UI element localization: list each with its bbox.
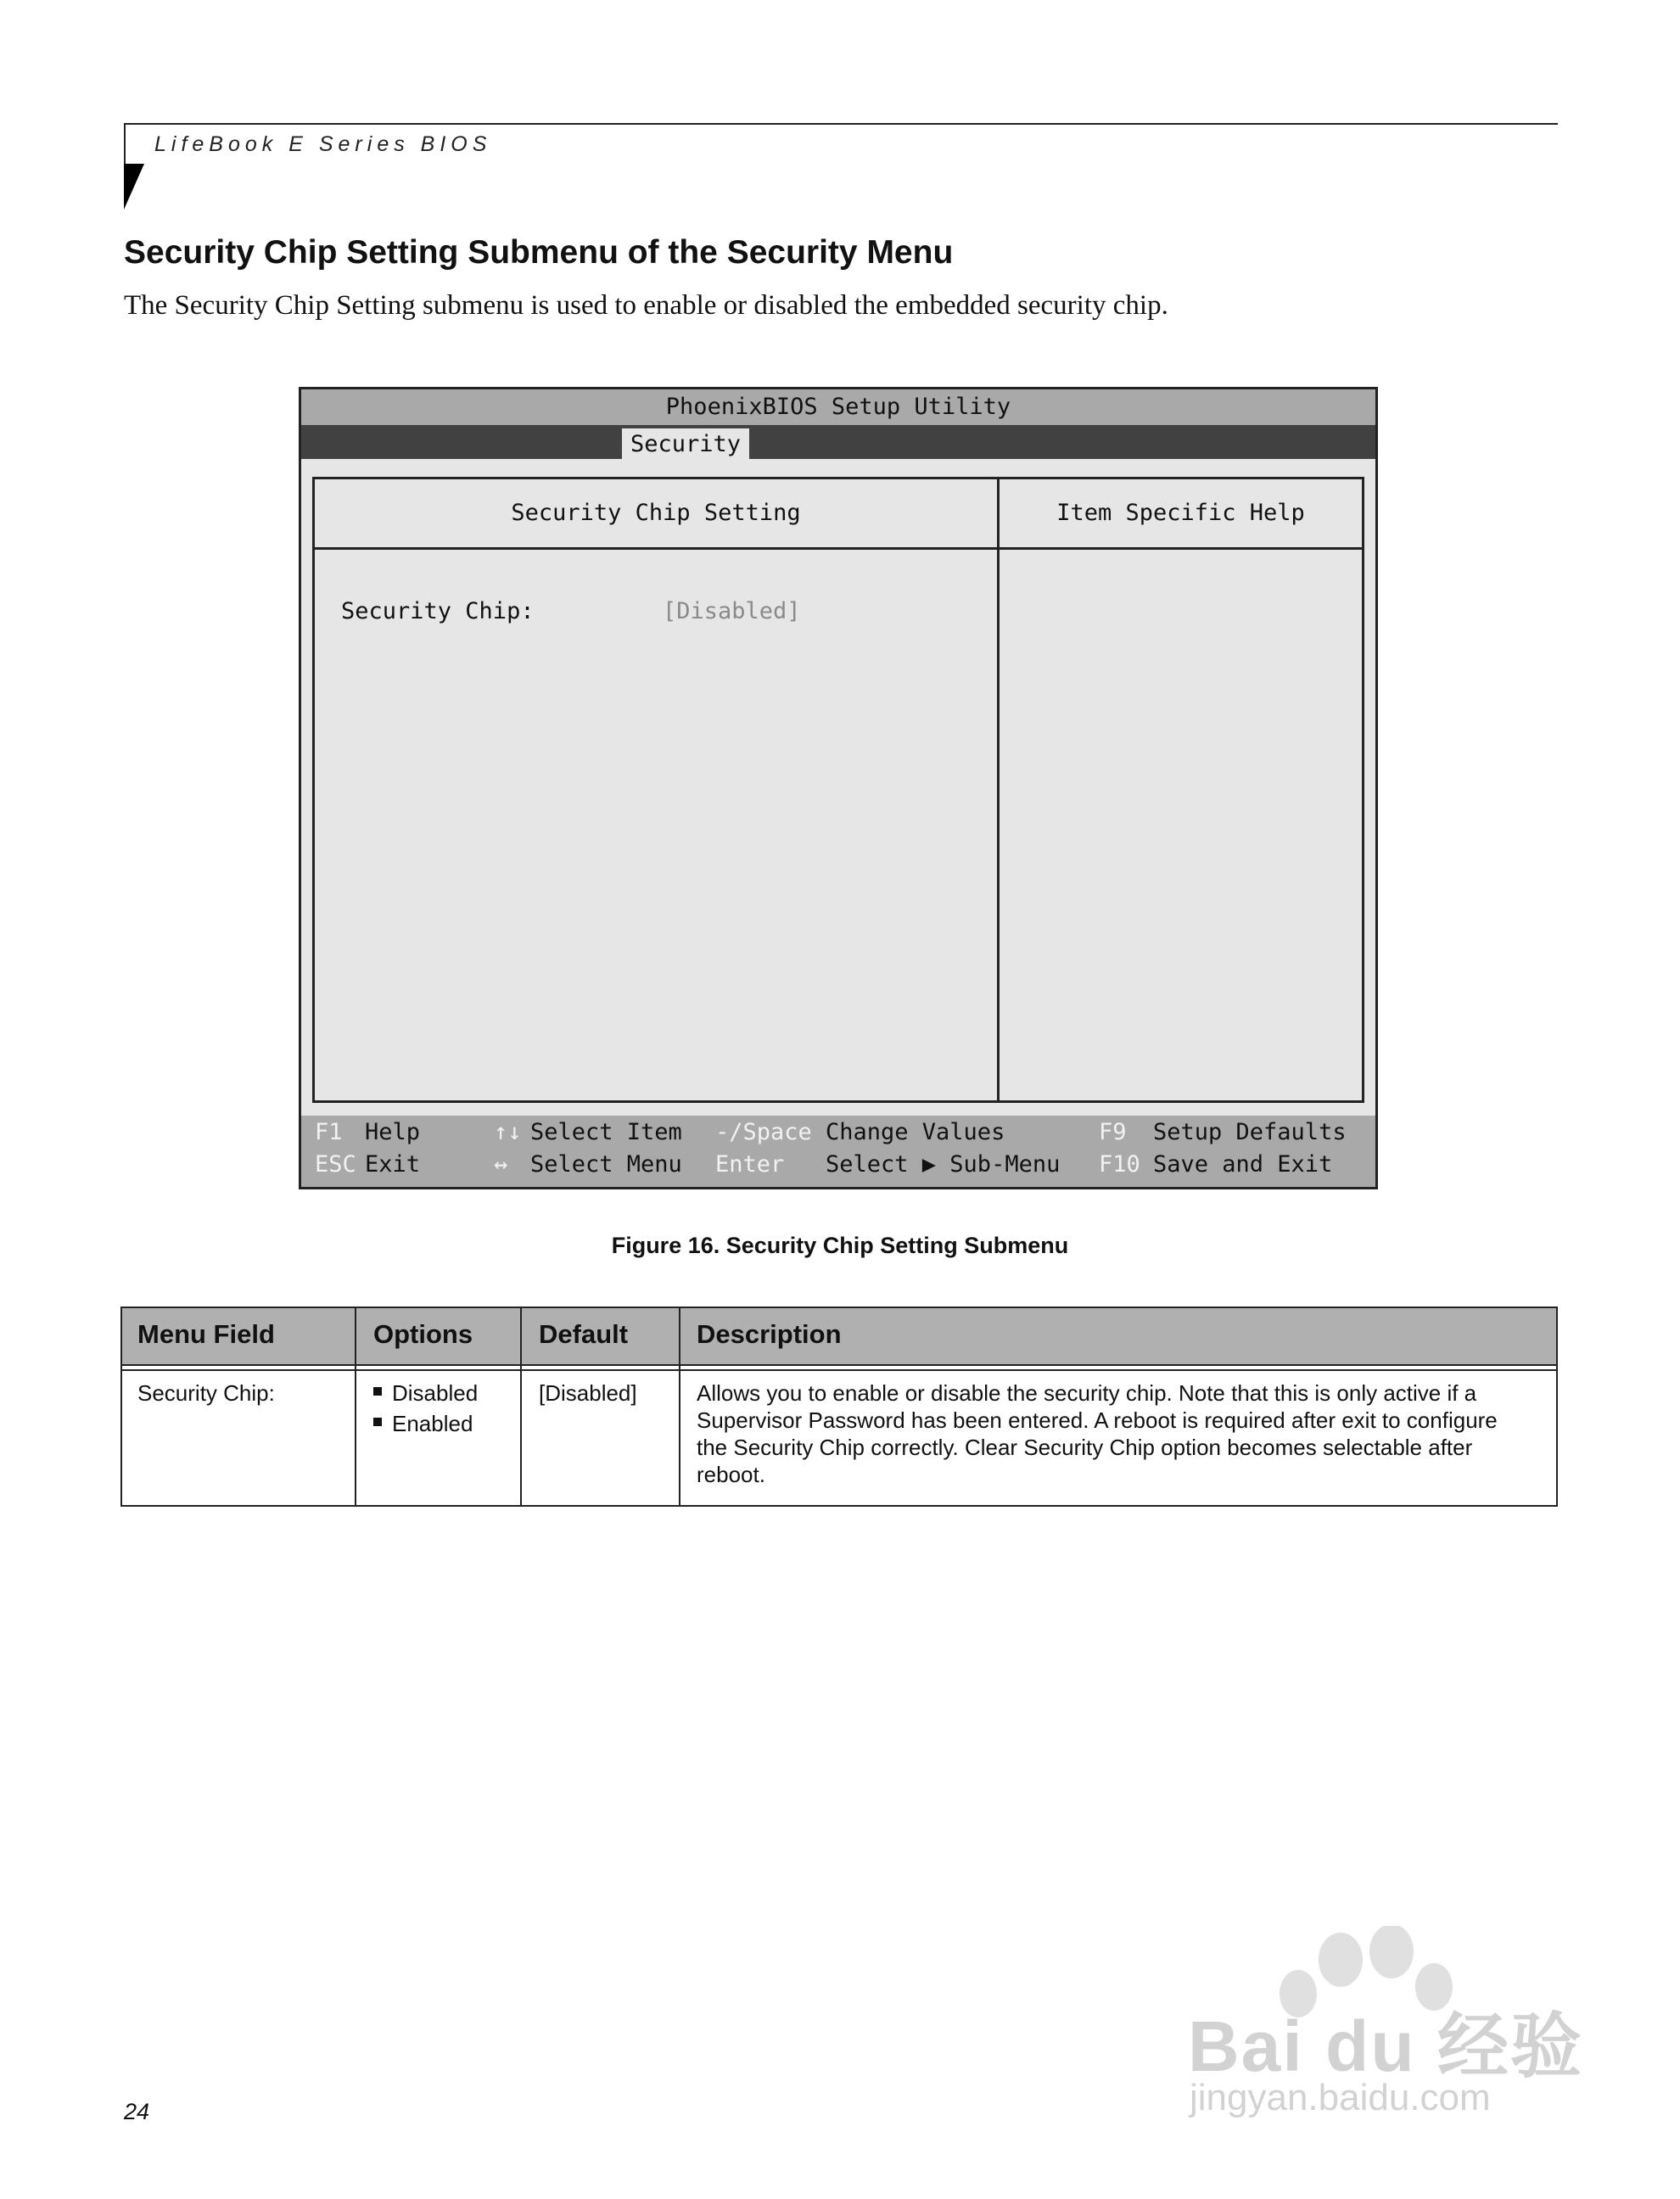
square-bullet-icon	[373, 1418, 382, 1426]
key-space: -/Space	[715, 1119, 812, 1145]
col-header-options: Options	[373, 1319, 473, 1349]
key-enter-desc: Select ▶ Sub-Menu	[826, 1151, 1061, 1178]
bios-screenshot	[299, 387, 1378, 1189]
column-divider	[520, 1308, 522, 1505]
bios-content-panel	[312, 477, 1364, 1103]
header-rule	[124, 123, 1558, 125]
table-rule	[122, 1369, 1556, 1371]
tab-security[interactable]: Security	[622, 428, 749, 461]
watermark-brand: Bai du 经验	[1188, 2006, 1584, 2086]
key-space-desc: Change Values	[826, 1119, 1005, 1145]
square-bullet-icon	[373, 1387, 382, 1396]
header-rule-vertical	[124, 123, 126, 165]
cell-options	[373, 1379, 478, 1437]
page-number: 24	[124, 2099, 150, 2124]
security-chip-value[interactable]: [Disabled]	[663, 598, 801, 624]
key-f10: F10	[1099, 1151, 1140, 1178]
bios-title: PhoenixBIOS Setup Utility	[301, 389, 1375, 425]
intro-paragraph: The Security Chip Setting submenu is used to enable or disabled the embedded security chip.	[124, 290, 1168, 321]
key-esc: ESC	[315, 1151, 356, 1178]
bios-key-legend	[301, 1116, 1375, 1187]
running-header: LifeBook E Series BIOS	[154, 132, 492, 156]
column-divider	[355, 1308, 356, 1505]
help-title: Item Specific Help	[1056, 500, 1305, 526]
option-item: Enabled	[373, 1410, 478, 1437]
option-item: Disabled	[373, 1379, 478, 1407]
figure-caption: Figure 16. Security Chip Setting Submenu	[611, 1233, 1069, 1258]
col-header-default: Default	[539, 1319, 629, 1349]
key-f1: F1	[315, 1119, 343, 1145]
submenu-title: Security Chip Setting	[511, 500, 801, 526]
cell-description: Allows you to enable or disable the security chip. Note that this is only active if a Supervisor Password has been entered. A reboot is required after exit to configure the Security Chip correctly. Clear Security Chip option becomes selectable after reboot.	[697, 1380, 1498, 1487]
cell-menu-field: Security Chip:	[137, 1380, 275, 1406]
key-f10-desc: Save and Exit	[1153, 1151, 1333, 1178]
key-f9: F9	[1099, 1119, 1127, 1145]
arrow-updown-icon: ↑↓	[494, 1119, 522, 1145]
key-esc-desc: Exit	[365, 1151, 421, 1178]
column-divider	[679, 1308, 680, 1505]
cell-default: [Disabled]	[539, 1380, 637, 1406]
col-header-menu-field: Menu Field	[137, 1319, 275, 1349]
security-chip-label: Security Chip:	[341, 598, 535, 624]
col-header-description: Description	[697, 1319, 842, 1349]
watermark-url: jingyan.baidu.com	[1190, 2077, 1491, 2118]
key-f1-desc: Help	[365, 1119, 421, 1145]
key-f9-desc: Setup Defaults	[1153, 1119, 1347, 1145]
header-wedge-icon	[124, 164, 144, 210]
section-title: Security Chip Setting Submenu of the Security Menu	[124, 234, 954, 271]
key-leftright-desc: Select Menu	[530, 1151, 682, 1178]
bios-menubar	[301, 425, 1375, 459]
key-updown-desc: Select Item	[530, 1119, 682, 1145]
key-enter: Enter	[715, 1151, 785, 1178]
panel-divider-vertical	[997, 477, 1000, 1103]
arrow-leftright-icon: ↔	[494, 1151, 508, 1178]
table-rule	[122, 1364, 1556, 1366]
panel-divider-horizontal	[312, 547, 1364, 550]
